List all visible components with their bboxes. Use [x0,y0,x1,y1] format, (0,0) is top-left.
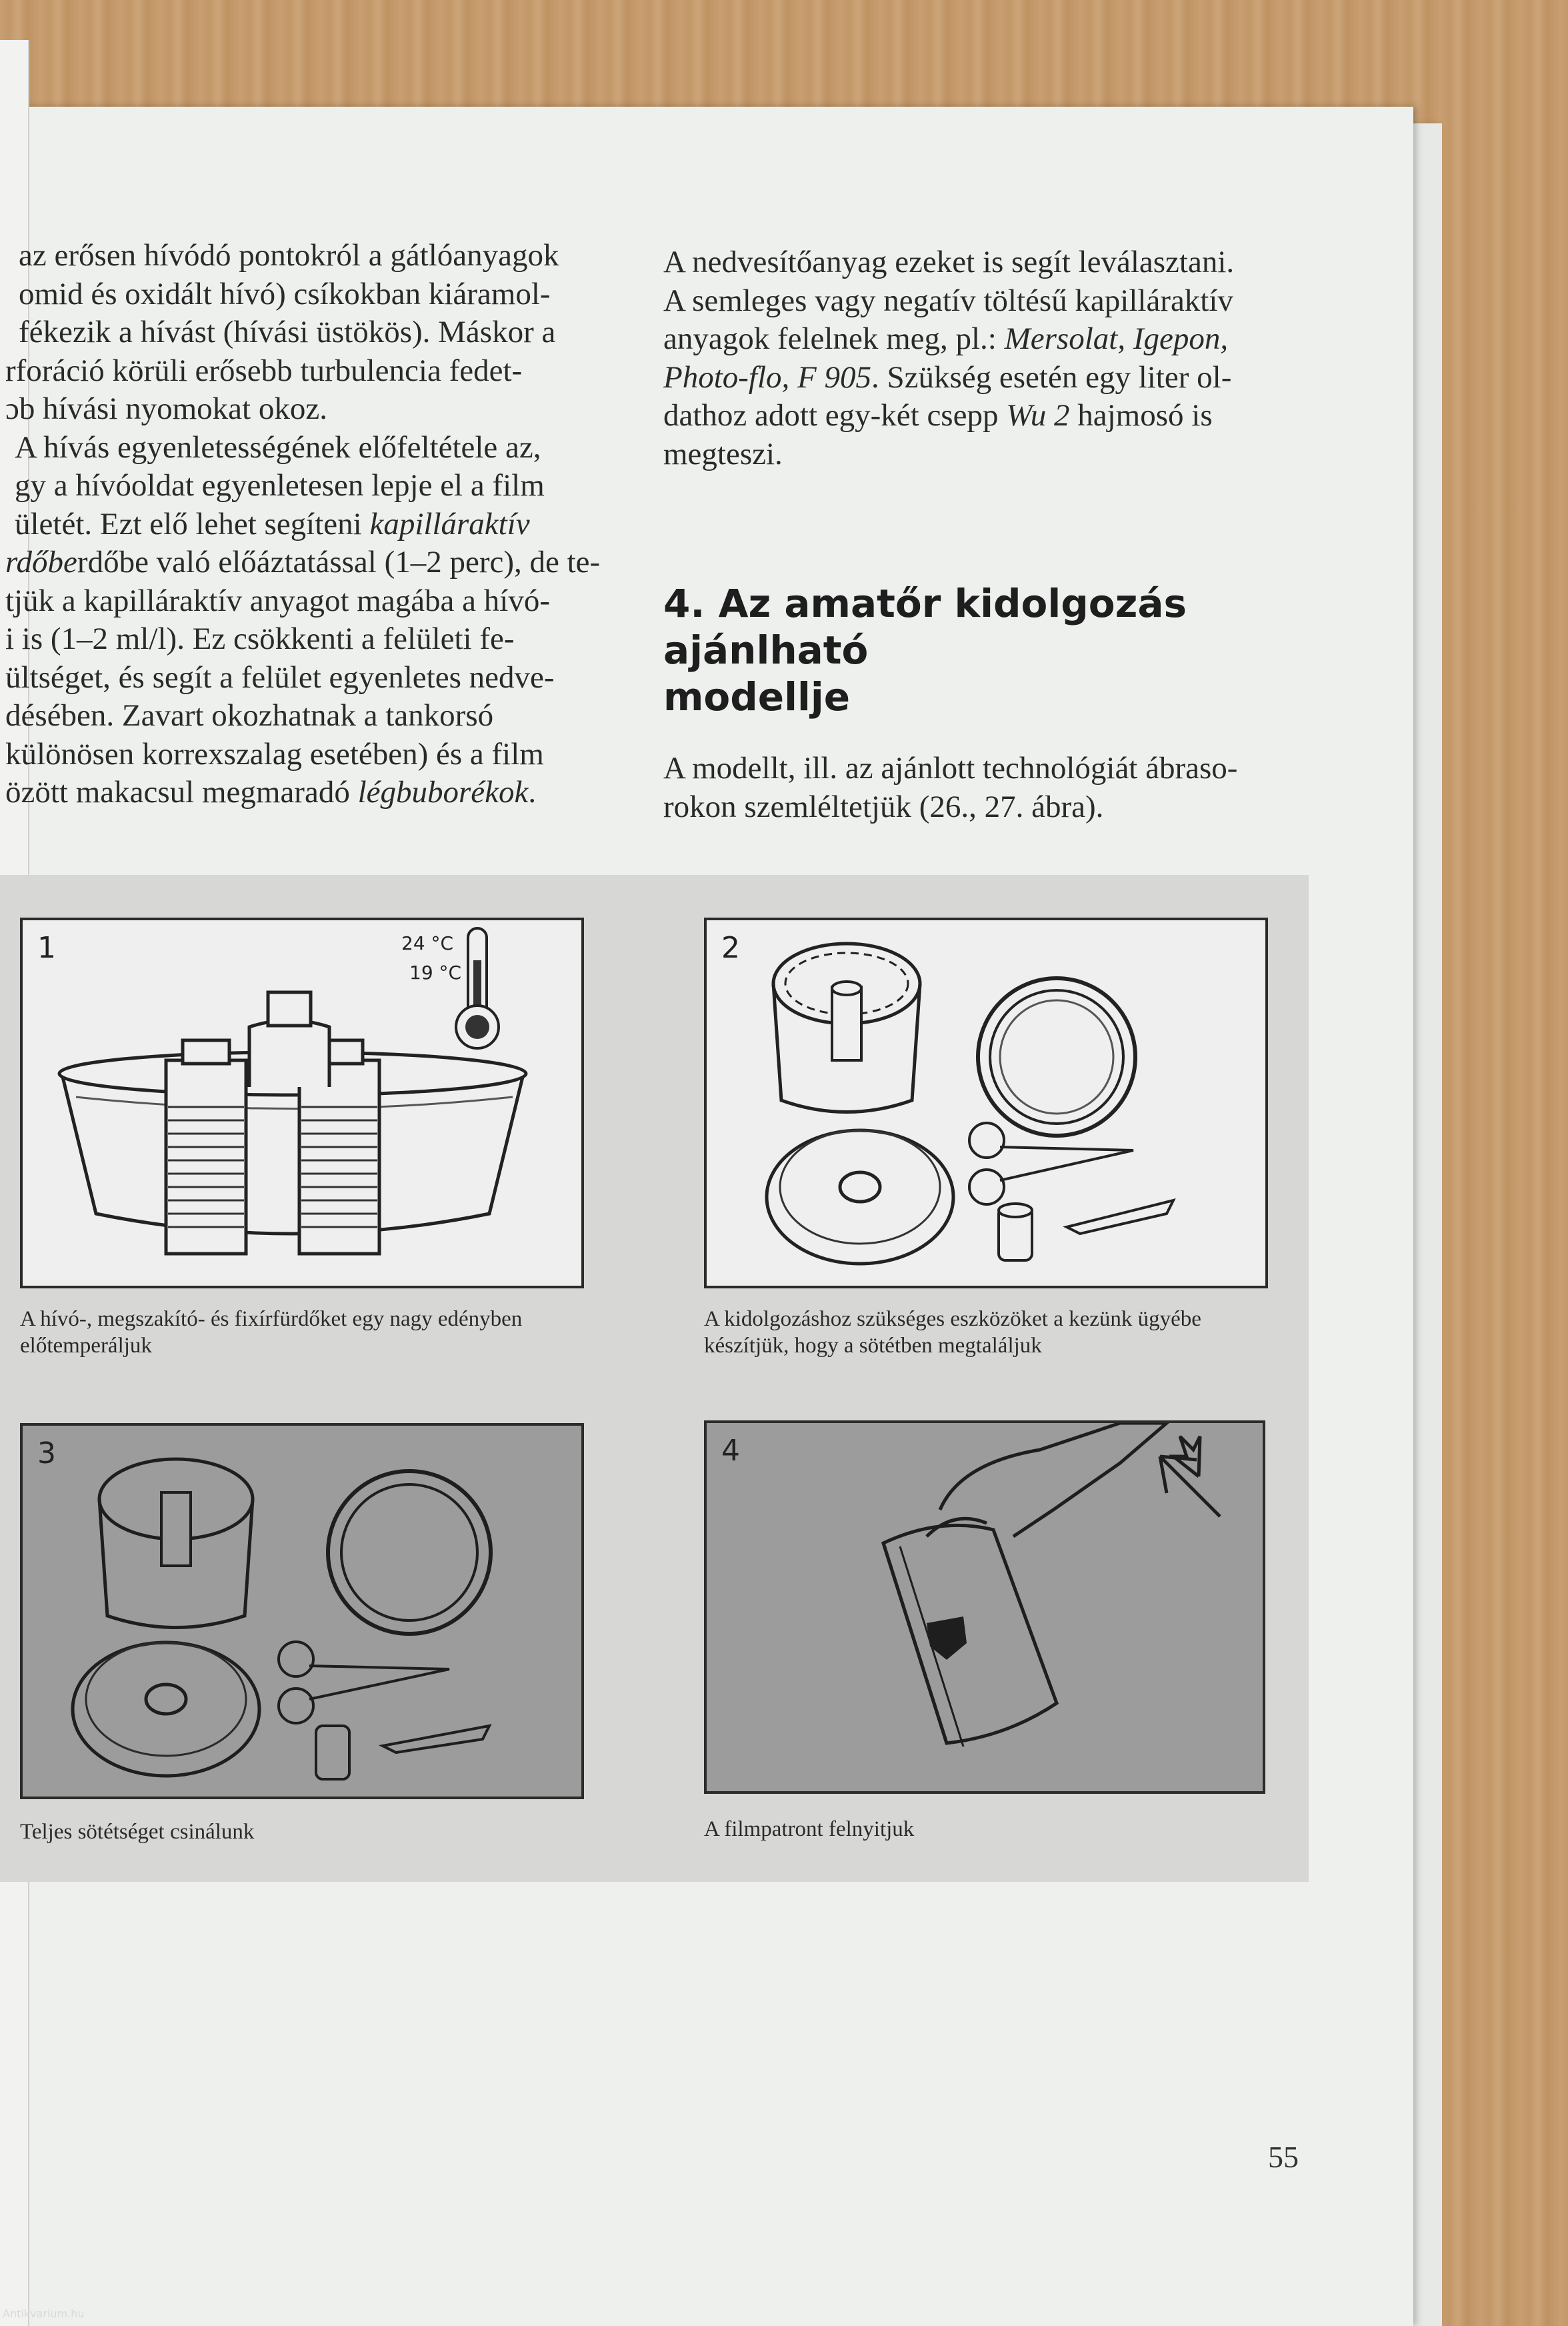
figure-number: 4 [721,1434,740,1468]
watermark: Antikvarium.hu [3,2307,85,2320]
figure-caption-3 [20,1819,607,1845]
italic-term: rdőbe [5,545,77,579]
figure-panel-1 [20,918,584,1288]
page-number: 55 [1268,2140,1299,2174]
text-fragment: hajmosó is [1069,398,1213,433]
text-line: fékezik a hívást (hívási üstökös). Máskor a [19,315,556,349]
text-line: désében. Zavart okozhatnak a tankorsó [5,698,494,733]
figure-panel-4 [704,1420,1265,1794]
italic-term: Photo-flo, F 905 [663,359,871,395]
text-line: i is (1–2 ml/l). Ez csökkenti a felületi fe- [5,622,515,656]
right-text-column [663,243,1310,473]
text-line [663,359,1310,397]
text-fragment: dathoz adott egy-két csepp [663,398,1007,433]
text-line-with-italic [0,505,620,544]
caption-line: A hívó-, megszakító- és fixírfürdőket egy nagy edényben [20,1307,523,1331]
text-line: megteszi. [663,436,783,471]
temperature-label-low: 19 °C [409,962,462,984]
darkness-illustration [23,1426,581,1797]
text-line: A modellt, ill. az ajánlott technológiát ábraso- [663,751,1238,786]
figure-caption-4 [704,1816,1291,1843]
caption-line: készítjük, hogy a sötétben megtaláljuk [704,1334,1042,1358]
text-line: különösen korrexszalag esetében) és a film [5,736,544,772]
open-cassette-illustration [707,1423,1263,1791]
section-heading [663,580,1317,720]
temperature-label-high: 24 °C [401,932,454,954]
text-fragment: anyagok felelnek meg, pl.: [663,321,1005,356]
figure-number: 2 [721,931,740,965]
figure-caption-2 [704,1306,1291,1359]
heading-line: modellje [663,674,851,720]
italic-term: Mersolat, Igepon, [1004,321,1229,356]
figure-number: 3 [37,1436,56,1470]
text-line [663,397,1310,435]
heading-line: 4. Az amatőr kidolgozás ajánlható [663,581,1187,673]
water-bath-illustration [23,920,581,1286]
figure-band [0,875,1309,1882]
text-line: ɔb hívási nyomokat okoz. [5,391,327,426]
caption-line: A filmpatront felnyitjuk [704,1817,915,1841]
text-fragment: ületét. Ezt elő lehet segíteni [15,506,370,541]
text-fragment: özött makacsul megmaradó [5,775,358,810]
text-line: A nedvesítőanyag ezeket is segít leválasztani. [663,245,1235,279]
text-line [663,320,1310,359]
caption-line: A kidolgozáshoz szükséges eszközöket a kezünk ügyébe [704,1307,1201,1331]
caption-line: Teljes sötétséget csinálunk [20,1820,255,1844]
figure-panel-2 [704,918,1268,1288]
text-line: rforáció körüli erősebb turbulencia fedet- [5,353,523,388]
text-line [0,543,620,582]
text-line-with-italic: özött makacsul megmaradó légbuborékok. [5,775,537,810]
text-line: gy a hívóoldat egyenletesen lepje el a film [15,468,545,503]
figure-panel-3 [20,1423,584,1799]
text-line: tjük a kapilláraktív anyagot magába a hívó- [5,583,550,618]
text-fragment: . Szükség esetén egy liter ol- [871,359,1232,395]
text-line: omid és oxidált hívó) csíkokban kiáramol- [19,276,551,311]
italic-term: kapilláraktív [369,506,530,541]
text-line: A semleges vagy negatív töltésű kapilláraktív [663,283,1233,318]
figure-number: 1 [37,931,56,965]
text-line: ültséget, és segít a felület egyenletes nedve- [5,660,555,695]
left-text-column [0,237,620,812]
text-fragment: rdőbe való előáztatással (1–2 perc), de te- [77,545,601,579]
text-line: A hívás egyenletességének előfeltétele az, [15,429,541,465]
text-line: az erősen hívódó pontokról a gátlóanyagok [19,238,559,273]
tank-and-tools-illustration [707,920,1265,1286]
italic-term: Wu 2 [1006,398,1070,433]
figure-caption-1 [20,1306,607,1359]
italic-term: légbuborékok [357,775,529,810]
text-line: rokon szemléltetjük (26., 27. ábra). [663,790,1104,824]
caption-line: előtemperáljuk [20,1334,152,1358]
intro-paragraph [663,749,1310,826]
